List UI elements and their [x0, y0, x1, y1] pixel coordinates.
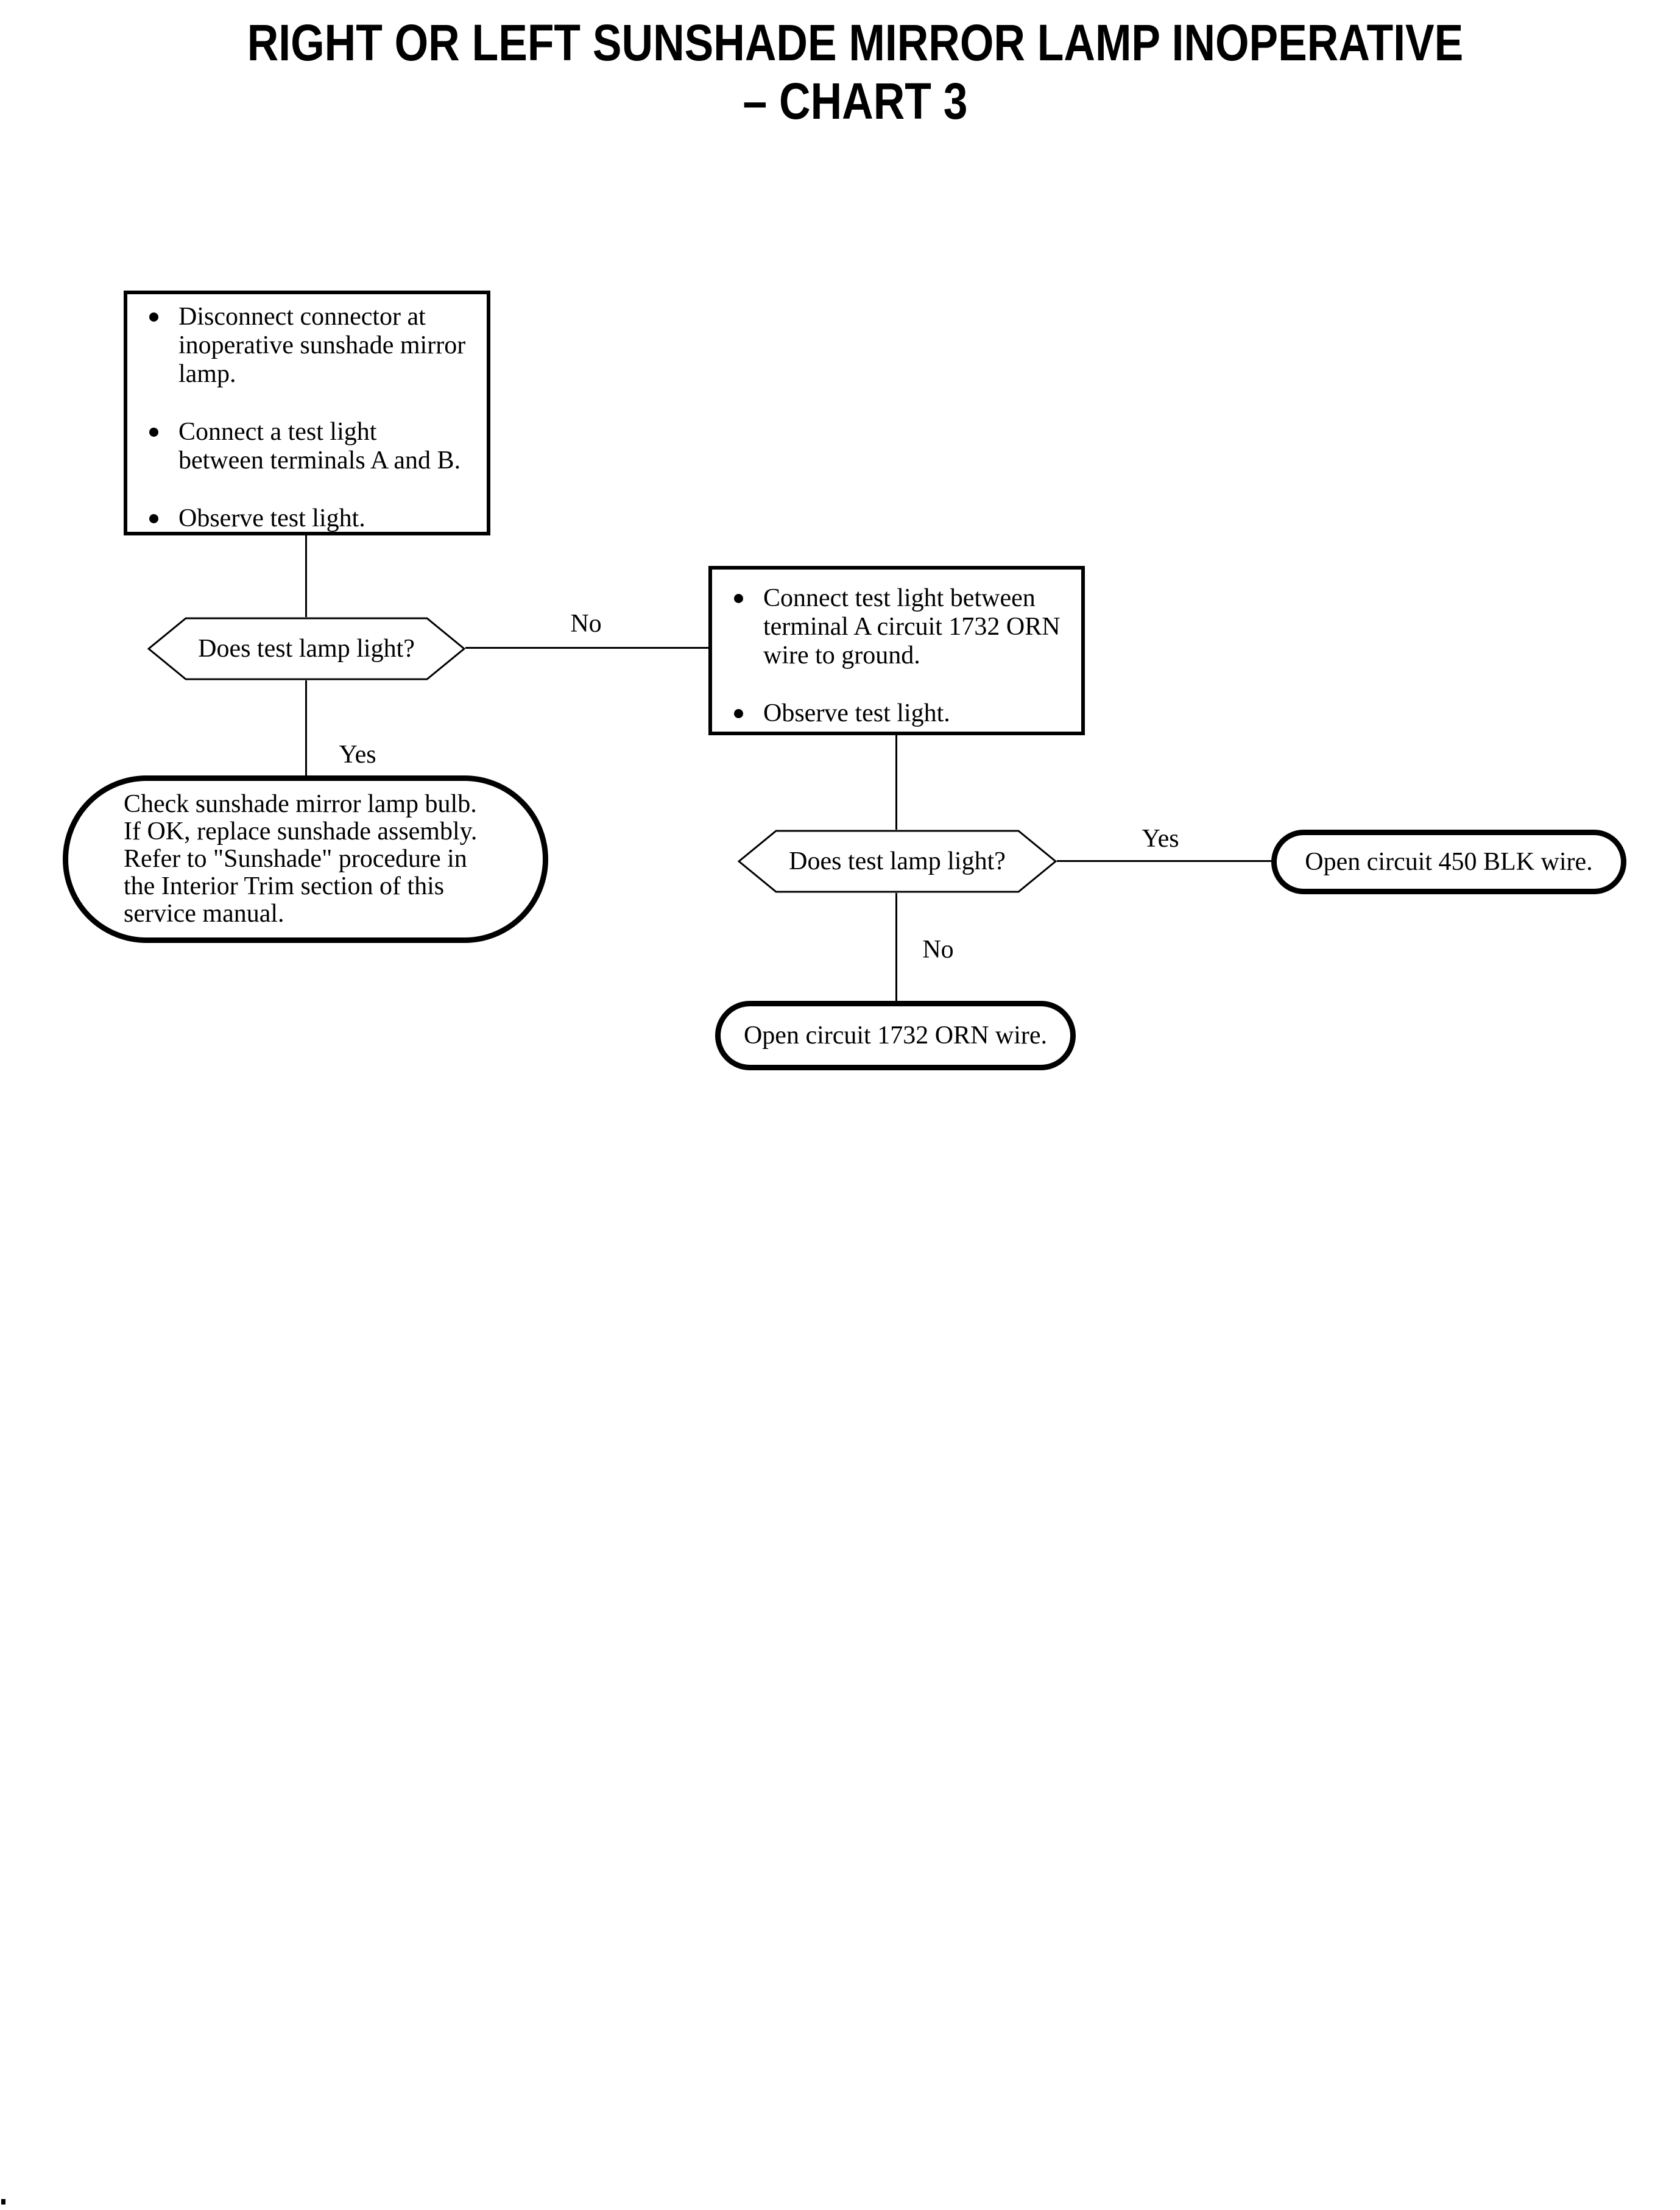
scan-artifact-speck — [1, 2199, 5, 2205]
bullet-line: Observe test light. — [763, 699, 950, 727]
decision-question: Does test lamp light? — [198, 635, 415, 663]
terminator-check-sunshade-bulb — [63, 775, 548, 943]
bullet-icon — [734, 709, 743, 718]
bullet-item — [149, 504, 479, 533]
bullet-line: lamp. — [178, 360, 236, 388]
terminator-line: Refer to "Sunshade" procedure in — [124, 845, 467, 873]
bullet-line: between terminals A and B. — [178, 447, 461, 475]
bullet-item — [149, 303, 479, 389]
edge-label-no-1: No — [570, 610, 602, 638]
edge-label-yes-1: Yes — [339, 741, 376, 769]
bullet-line: wire to ground. — [763, 641, 920, 669]
bullet-icon — [149, 312, 158, 322]
connector-decision1-no-to-step2 — [465, 647, 708, 649]
decision-does-test-lamp-light-2 — [738, 830, 1057, 893]
bullet-line: terminal A circuit 1732 ORN — [763, 613, 1061, 641]
connector-step1-to-decision1 — [305, 535, 307, 617]
page-title — [30, 13, 1680, 130]
edge-label-no-2: No — [922, 936, 954, 964]
process-box-disconnect-connector — [124, 291, 490, 535]
terminator-line: service manual. — [124, 900, 284, 928]
result-open-circuit-1732-orn — [715, 1001, 1076, 1070]
bullet-icon — [149, 514, 158, 523]
bullet-item — [734, 699, 1074, 728]
bullet-line: inoperative sunshade mirror — [178, 331, 466, 359]
decision-question: Does test lamp light? — [789, 847, 1006, 875]
result-label: Open circuit 1732 ORN wire. — [743, 1022, 1048, 1050]
bullet-icon — [734, 594, 743, 603]
bullet-line: Connect a test light — [178, 418, 377, 446]
bullet-item — [149, 418, 479, 475]
connector-decision2-yes-to-pill450 — [1057, 860, 1271, 862]
connector-step2-to-decision2 — [895, 735, 897, 830]
terminator-line: If OK, replace sunshade assembly. — [124, 817, 478, 846]
result-label: Open circuit 450 BLK wire. — [1305, 848, 1593, 876]
bullet-icon — [149, 428, 158, 437]
bullet-line: Observe test light. — [178, 504, 365, 532]
terminator-line: Check sunshade mirror lamp bulb. — [124, 790, 477, 818]
edge-label-yes-2: Yes — [1142, 825, 1179, 853]
connector-decision1-yes-to-terminator — [305, 680, 307, 775]
process-box-connect-test-light-ground — [708, 566, 1085, 735]
bullet-line: Connect test light between — [763, 584, 1036, 612]
bullet-line: Disconnect connector at — [178, 303, 426, 331]
bullet-item — [734, 584, 1074, 670]
decision-does-test-lamp-light-1 — [147, 617, 465, 680]
page-title-line-1: RIGHT OR LEFT SUNSHADE MIRROR LAMP INOPERATIVE — [247, 14, 1464, 71]
result-open-circuit-450-blk — [1271, 830, 1626, 894]
terminator-line: the Interior Trim section of this — [124, 872, 445, 900]
page-title-line-2: – CHART 3 — [743, 72, 968, 130]
